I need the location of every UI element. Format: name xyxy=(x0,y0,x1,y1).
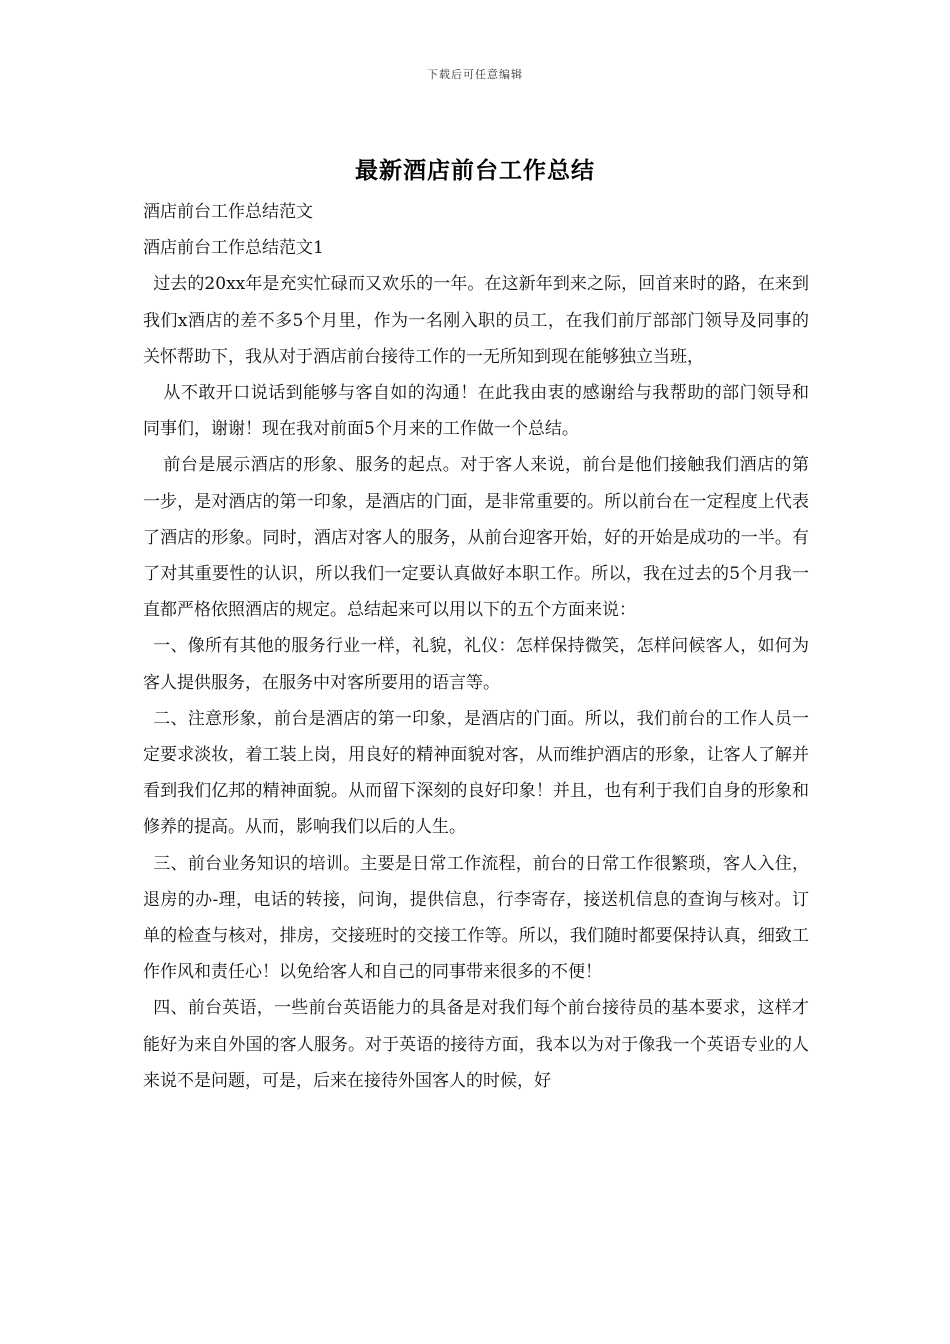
paragraph: 从不敢开口说话到能够与客自如的沟通！在此我由衷的感谢给与我帮助的部门领导和同事们，谢谢！现在我对前面5个月来的工作做一个总结。 xyxy=(143,383,809,440)
paragraph: 过去的20xx年是充实忙碌而又欢乐的一年。在这新年到来之际，回首来时的路，在来到我们x酒店的差不多5个月里，作为一名刚入职的员工，在我们前厅部部门领导及同事的关怀帮助下，我从对于酒店前台接待工作的一无所知到现在能够独立当班， xyxy=(143,274,809,367)
paragraph: 四、前台英语，一些前台英语能力的具备是对我们每个前台接待员的基本要求，这样才能好为来自外国的客人服务。对于英语的接待方面，我本以为对于像我一个英语专业的人来说不是问题，可是，后来在接待外国客人的时候，好 xyxy=(143,998,809,1091)
paragraph: 二、注意形象，前台是酒店的第一印象，是酒店的门面。所以，我们前台的工作人员一定要求淡妆，着工装上岗，用良好的精神面貌对客，从而维护酒店的形象，让客人了解并看到我们亿邦的精神面貌。从而留下深刻的良好印象！并且，也有利于我们自身的形象和修养的提高。从而，影响我们以后的人生。 xyxy=(143,708,809,838)
document-body xyxy=(143,194,809,1099)
subtitle: 酒店前台工作总结范文1 xyxy=(143,238,324,259)
paragraph: 一、像所有其他的服务行业一样，礼貌，礼仪：怎样保持微笑，怎样问候客人，如何为客人提供服务，在服务中对客所要用的语言等。 xyxy=(143,636,809,693)
subtitle: 酒店前台工作总结范文 xyxy=(143,202,313,222)
document-title: 最新酒店前台工作总结 xyxy=(355,157,595,184)
paragraph: 三、前台业务知识的培训。主要是日常工作流程，前台的日常工作很繁琐，客人入住，退房的办-理，电话的转接，问询，提供信息，行李寄存，接送机信息的查询与核对。订单的检查与核对，排房，交接班时的交接工作等。所以，我们随时都要保持认真，细致工作作风和责任心！以免给客人和自己的同事带来很多的不便！ xyxy=(143,853,809,983)
paragraph: 前台是展示酒店的形象、服务的起点。对于客人来说，前台是他们接触我们酒店的第一步，是对酒店的第一印象，是酒店的门面，是非常重要的。所以前台在一定程度上代表了酒店的形象。同时，酒店对客人的服务，从前台迎客开始，好的开始是成功的一半。有了对其重要性的认识，所以我们一定要认真做好本职工作。所以，我在过去的5个月我一直都严格依照酒店的规定。总结起来可以用以下的五个方面来说： xyxy=(143,455,809,621)
header-note: 下载后可任意编辑 xyxy=(427,68,523,81)
